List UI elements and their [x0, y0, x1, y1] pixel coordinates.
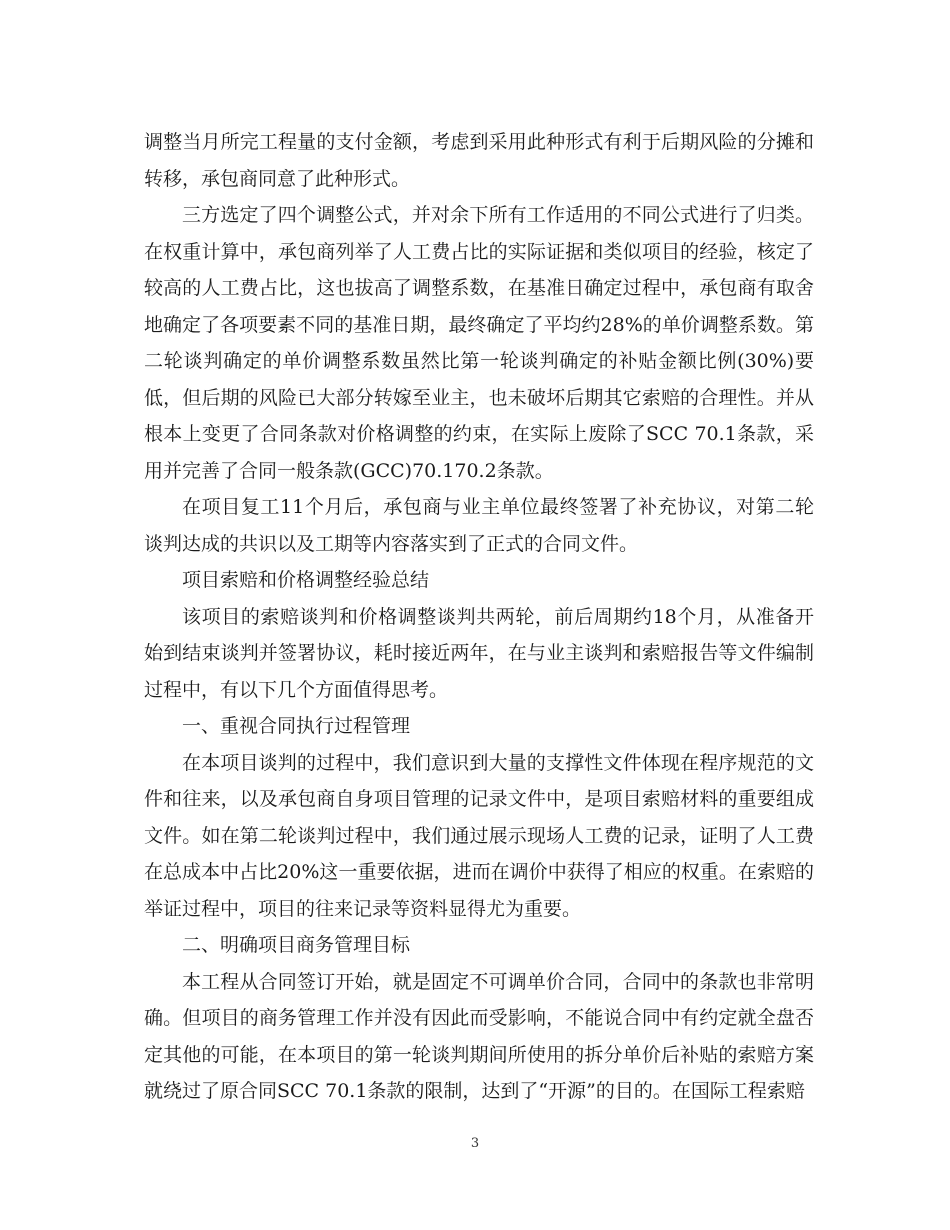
paragraph-2: 三方选定了四个调整公式，并对余下所有工作适用的不同公式进行了归类。在权重计算中，承包商列举了人工费占比的实际证据和类似项目的经验，核定了较高的人工费占比，这也拔高了调整系数，在基准日确定过程中，承包商有取舍地确定了各项要素不同的基准日期，最终确定了平均约28%的单价调整系数。第二轮谈判确定的单价调整系数虽然比第一轮谈判确定的补贴金额比例(30%)要低，但后期的风险已大部分转嫁至业主，也未破坏后期其它索赔的合理性。并从根本上变更了合同条款对价格调整的约束，在实际上废除了SCC 70.1条款，采用并完善了合同一般条款(GCC)70.170.2条款。 [144, 204, 814, 482]
paragraph-7: 在本项目谈判的过程中，我们意识到大量的支撑性文件体现在程序规范的文件和往来，以及承包商自身项目管理的记录文件中，是项目索赔材料的重要组成文件。如在第二轮谈判过程中，我们通过展示现场人工费的记录，证明了人工费在总成本中占比20%这一重要依据，进而在调价中获得了相应的权重。在索赔的举证过程中，项目的往来记录等资料显得尤为重要。 [144, 751, 814, 920]
section-heading-2: 二、明确项目商务管理目标 [182, 934, 411, 956]
document-body [144, 124, 814, 1110]
paragraph-9: 本工程从合同签订开始，就是固定不可调单价合同，合同中的条款也非常明确。但项目的商务管理工作并没有因此而受影响，不能说合同中有约定就全盘否定其他的可能，在本项目的第一轮谈判期间所使用的拆分单价后补贴的索赔方案就绕过了原合同SCC 70.1条款的限制，达到了“开源”的目的。在国际工程索赔 [144, 970, 814, 1102]
section-heading-1: 一、重视合同执行过程管理 [182, 715, 411, 737]
paragraph-3: 在项目复工11个月后，承包商与业主单位最终签署了补充协议，对第二轮谈判达成的共识以及工期等内容落实到了正式的合同文件。 [144, 496, 814, 555]
page-number: 3 [470, 1136, 480, 1151]
paragraph-5: 该项目的索赔谈判和价格调整谈判共两轮，前后周期约18个月，从准备开始到结束谈判并签署协议，耗时接近两年，在与业主谈判和索赔报告等文件编制过程中，有以下几个方面值得思考。 [144, 605, 814, 701]
paragraph-1: 调整当月所完工程量的支付金额，考虑到采用此种形式有利于后期风险的分摊和转移，承包商同意了此种形式。 [144, 131, 814, 190]
section-heading-summary: 项目索赔和价格调整经验总结 [182, 569, 430, 591]
